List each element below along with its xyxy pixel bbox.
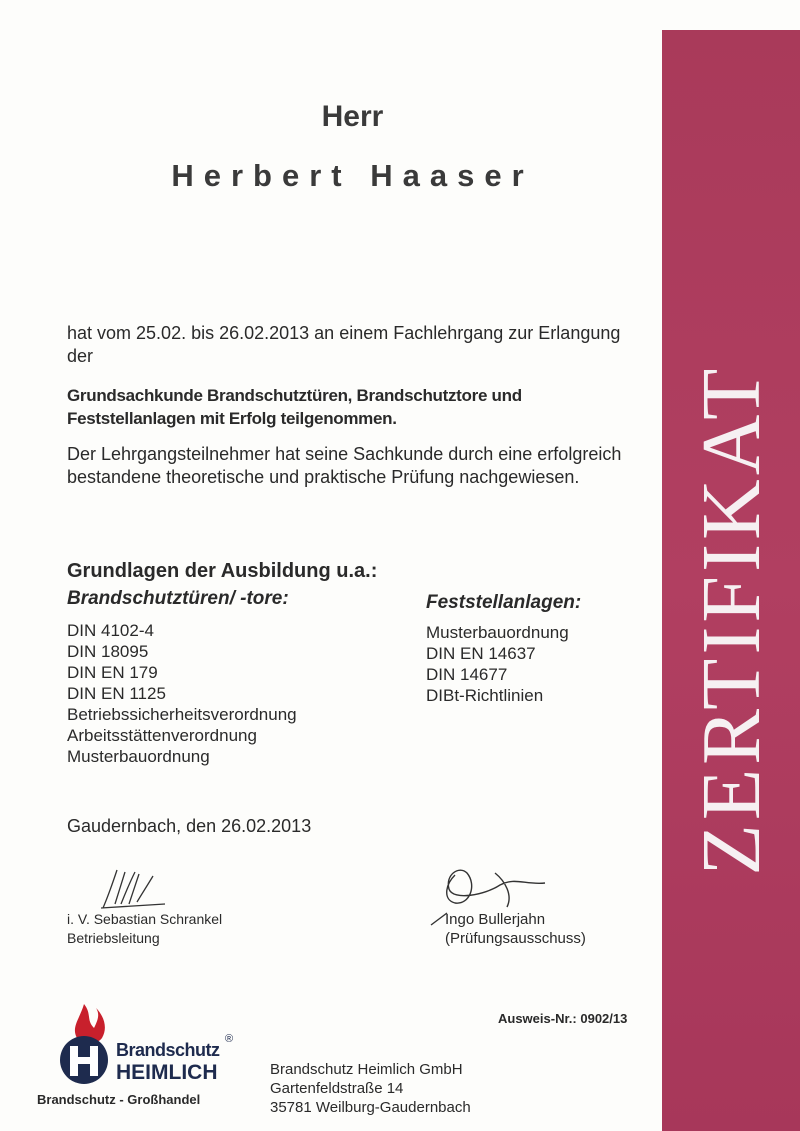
training-heading: Grundlagen der Ausbildung u.a.:: [67, 560, 378, 582]
list-item: DIBt-Richtlinien: [426, 686, 544, 705]
left-signature-scribble: [95, 864, 175, 912]
ausweis-number: Ausweis-Nr.: 0902/13: [498, 1011, 628, 1026]
company-tagline: Brandschutz - Großhandel: [37, 1092, 201, 1107]
logo-wordmark-brandschutz: Brandschutz: [116, 1040, 220, 1060]
sidebar-banner: [662, 30, 800, 1131]
list-item: DIN EN 1125: [67, 684, 166, 703]
company-logo-icon: [50, 1000, 115, 1090]
list-item: Musterbauordnung: [426, 623, 569, 642]
right-signatory: [445, 910, 586, 948]
right-signatory-name: Ingo Bullerjahn: [445, 911, 546, 928]
list-item: Musterbauordnung: [67, 747, 210, 766]
left-signatory-name: i. V. Sebastian Schrankel: [67, 911, 223, 927]
intro-paragraph: hat vom 25.02. bis 26.02.2013 an einem Fachlehrgang zur Erlangung der: [67, 323, 621, 366]
list-item: Arbeitsstättenverordnung: [67, 726, 257, 745]
sidebar-title: ZERTIFIKAT: [685, 364, 778, 876]
list-item: Betriebssicherheitsverordnung: [67, 705, 297, 724]
place-date: Gaudernbach, den 26.02.2013: [67, 816, 312, 836]
left-signatory-role: Betriebsleitung: [67, 930, 160, 946]
salutation: Herr: [321, 100, 384, 133]
right-signatory-role: (Prüfungsausschuss): [445, 930, 586, 947]
left-column-title: Brandschutztüren/ -tore:: [67, 588, 289, 609]
course-title: Grundsachkunde Brandschutztüren, Brandschutztore und Feststellanlagen mit Erfolg teilgenommen.: [67, 386, 522, 428]
recipient-name: Herbert Haaser: [171, 158, 534, 193]
address-line: 35781 Weilburg-Gaudernbach: [270, 1099, 471, 1116]
company-address: [270, 1060, 471, 1117]
right-column-title: Feststellanlagen:: [426, 592, 582, 613]
list-item: DIN EN 14637: [426, 644, 536, 663]
list-item: DIN 14677: [426, 665, 508, 684]
list-item: DIN EN 179: [67, 663, 158, 682]
address-line: Brandschutz Heimlich GmbH: [270, 1061, 463, 1078]
left-norm-list: [67, 620, 297, 767]
logo-wordmark-heimlich: HEIMLICH: [116, 1061, 218, 1084]
left-signatory: [67, 910, 222, 948]
exam-paragraph: Der Lehrgangsteilnehmer hat seine Sachkunde durch eine erfolgreich bestandene theoretische und praktische Prüfung nachgewiesen.: [67, 444, 622, 487]
list-item: DIN 18095: [67, 642, 149, 661]
registered-mark: ®: [225, 1033, 234, 1045]
right-norm-list: [426, 622, 569, 706]
address-line: Gartenfeldstraße 14: [270, 1080, 404, 1097]
list-item: DIN 4102-4: [67, 621, 154, 640]
